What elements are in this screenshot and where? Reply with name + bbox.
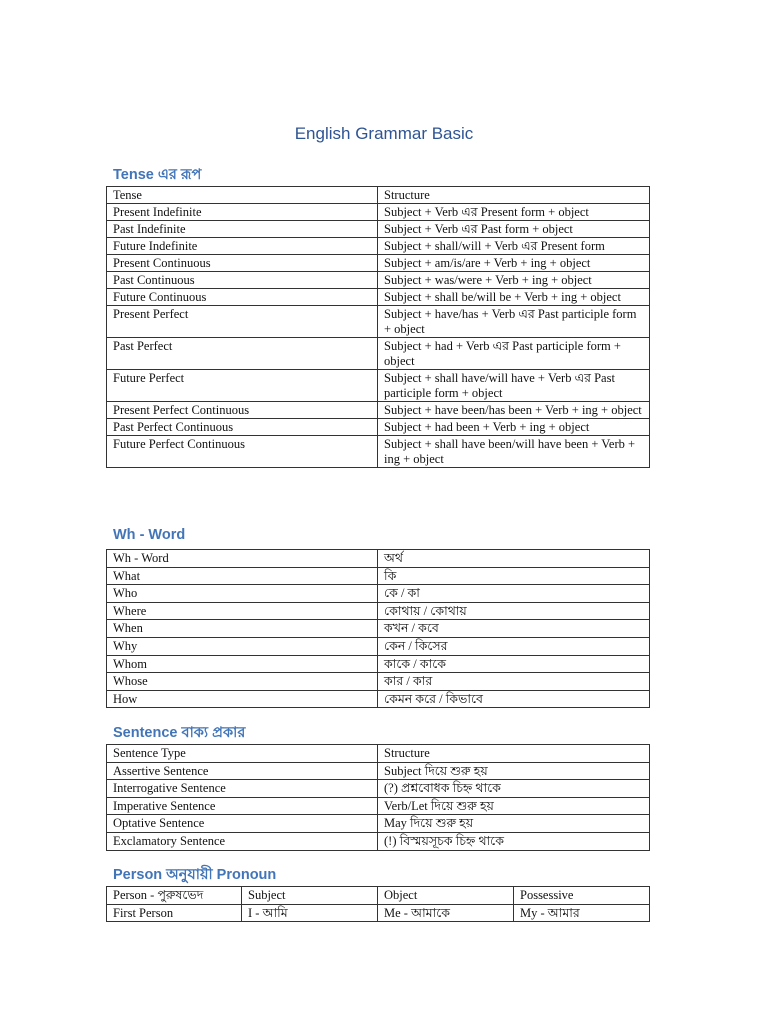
table-cell: May দিয়ে শুরু হয় bbox=[378, 815, 650, 833]
table-row bbox=[107, 238, 650, 255]
table-header-row bbox=[107, 187, 650, 204]
table-cell: Subject + am/is/are + Verb + ing + object bbox=[378, 255, 650, 272]
table-row bbox=[107, 797, 650, 815]
table-row bbox=[107, 904, 650, 922]
header-cell: Subject bbox=[242, 887, 378, 905]
table-cell: কাকে / কাকে bbox=[378, 655, 650, 673]
table-cell: Future Perfect bbox=[107, 370, 378, 402]
table-row bbox=[107, 780, 650, 798]
header-cell: Wh - Word bbox=[107, 550, 378, 568]
table-cell: Me - আমাকে bbox=[378, 904, 514, 922]
table-cell: Subject + shall/will + Verb এর Present form bbox=[378, 238, 650, 255]
table-cell: Subject + was/were + Verb + ing + object bbox=[378, 272, 650, 289]
header-cell: Structure bbox=[378, 745, 650, 763]
table-cell: Future Indefinite bbox=[107, 238, 378, 255]
table-cell: Present Indefinite bbox=[107, 204, 378, 221]
person-table bbox=[106, 886, 650, 922]
table-row bbox=[107, 338, 650, 370]
wh-table bbox=[106, 549, 650, 708]
table-row bbox=[107, 419, 650, 436]
header-cell: Tense bbox=[107, 187, 378, 204]
table-cell: (?) প্রশ্নবোধক চিহ্ন থাকে bbox=[378, 780, 650, 798]
table-cell: Future Perfect Continuous bbox=[107, 436, 378, 468]
table-row bbox=[107, 585, 650, 603]
header-cell: অর্থ bbox=[378, 550, 650, 568]
table-cell: First Person bbox=[107, 904, 242, 922]
table-cell: Present Perfect bbox=[107, 306, 378, 338]
table-cell: (!) বিস্ময়সূচক চিহ্ন থাকে bbox=[378, 832, 650, 850]
table-cell: কেমন করে / কিভাবে bbox=[378, 690, 650, 708]
table-cell: কখন / কবে bbox=[378, 620, 650, 638]
table-cell: Subject + Verb এর Present form + object bbox=[378, 204, 650, 221]
person-heading: Person অনুযায়ী Pronoun bbox=[113, 867, 277, 883]
table-cell: Present Perfect Continuous bbox=[107, 402, 378, 419]
table-row bbox=[107, 673, 650, 691]
table-row bbox=[107, 637, 650, 655]
table-row bbox=[107, 567, 650, 585]
table-row bbox=[107, 204, 650, 221]
table-cell: Assertive Sentence bbox=[107, 762, 378, 780]
header-cell: Sentence Type bbox=[107, 745, 378, 763]
table-cell: Past Perfect Continuous bbox=[107, 419, 378, 436]
table-row bbox=[107, 602, 650, 620]
table-cell: Subject + have/has + Verb এর Past participle form + object bbox=[378, 306, 650, 338]
table-cell: Subject + shall be/will be + Verb + ing + object bbox=[378, 289, 650, 306]
table-cell: I - আমি bbox=[242, 904, 378, 922]
table-cell: What bbox=[107, 567, 378, 585]
table-cell: Subject + had been + Verb + ing + object bbox=[378, 419, 650, 436]
table-cell: How bbox=[107, 690, 378, 708]
table-header-row bbox=[107, 887, 650, 905]
table-row bbox=[107, 815, 650, 833]
table-row bbox=[107, 762, 650, 780]
header-cell: Possessive bbox=[514, 887, 650, 905]
table-cell: Present Continuous bbox=[107, 255, 378, 272]
header-cell: Person - পুরুষভেদ bbox=[107, 887, 242, 905]
table-cell: Why bbox=[107, 637, 378, 655]
table-row bbox=[107, 620, 650, 638]
header-cell: Structure bbox=[378, 187, 650, 204]
table-row bbox=[107, 255, 650, 272]
table-cell: Who bbox=[107, 585, 378, 603]
table-cell: Subject + have been/has been + Verb + ing + object bbox=[378, 402, 650, 419]
table-cell: Subject + Verb এর Past form + object bbox=[378, 221, 650, 238]
table-cell: কে / কা bbox=[378, 585, 650, 603]
table-cell: Verb/Let দিয়ে শুরু হয় bbox=[378, 797, 650, 815]
table-row bbox=[107, 272, 650, 289]
table-cell: Subject + had + Verb এর Past participle form + object bbox=[378, 338, 650, 370]
table-cell: Interrogative Sentence bbox=[107, 780, 378, 798]
table-row bbox=[107, 370, 650, 402]
table-cell: Future Continuous bbox=[107, 289, 378, 306]
table-cell: কি bbox=[378, 567, 650, 585]
table-cell: Past Indefinite bbox=[107, 221, 378, 238]
table-row bbox=[107, 289, 650, 306]
table-cell: When bbox=[107, 620, 378, 638]
table-row bbox=[107, 221, 650, 238]
table-header-row bbox=[107, 745, 650, 763]
table-row bbox=[107, 655, 650, 673]
table-cell: Optative Sentence bbox=[107, 815, 378, 833]
table-header-row bbox=[107, 550, 650, 568]
table-cell: Past Perfect bbox=[107, 338, 378, 370]
table-cell: My - আমার bbox=[514, 904, 650, 922]
tense-heading: Tense এর রূপ bbox=[113, 167, 202, 183]
table-row bbox=[107, 832, 650, 850]
table-row bbox=[107, 436, 650, 468]
table-cell: কার / কার bbox=[378, 673, 650, 691]
table-cell: Whom bbox=[107, 655, 378, 673]
sentence-table bbox=[106, 744, 650, 851]
document-title: English Grammar Basic bbox=[294, 124, 474, 143]
table-row bbox=[107, 690, 650, 708]
wh-heading: Wh - Word bbox=[113, 527, 186, 543]
sentence-heading: Sentence বাক্য প্রকার bbox=[113, 725, 246, 741]
table-cell: কেন / কিসের bbox=[378, 637, 650, 655]
table-row bbox=[107, 402, 650, 419]
table-cell: Subject + shall have been/will have been + Verb + ing + object bbox=[378, 436, 650, 468]
table-cell: Past Continuous bbox=[107, 272, 378, 289]
table-cell: Subject দিয়ে শুরু হয় bbox=[378, 762, 650, 780]
table-cell: Whose bbox=[107, 673, 378, 691]
table-cell: Exclamatory Sentence bbox=[107, 832, 378, 850]
tense-table bbox=[106, 186, 650, 468]
table-cell: Subject + shall have/will have + Verb এর Past participle form + object bbox=[378, 370, 650, 402]
table-cell: Imperative Sentence bbox=[107, 797, 378, 815]
table-cell: Where bbox=[107, 602, 378, 620]
table-cell: কোথায় / কোথায় bbox=[378, 602, 650, 620]
header-cell: Object bbox=[378, 887, 514, 905]
table-row bbox=[107, 306, 650, 338]
